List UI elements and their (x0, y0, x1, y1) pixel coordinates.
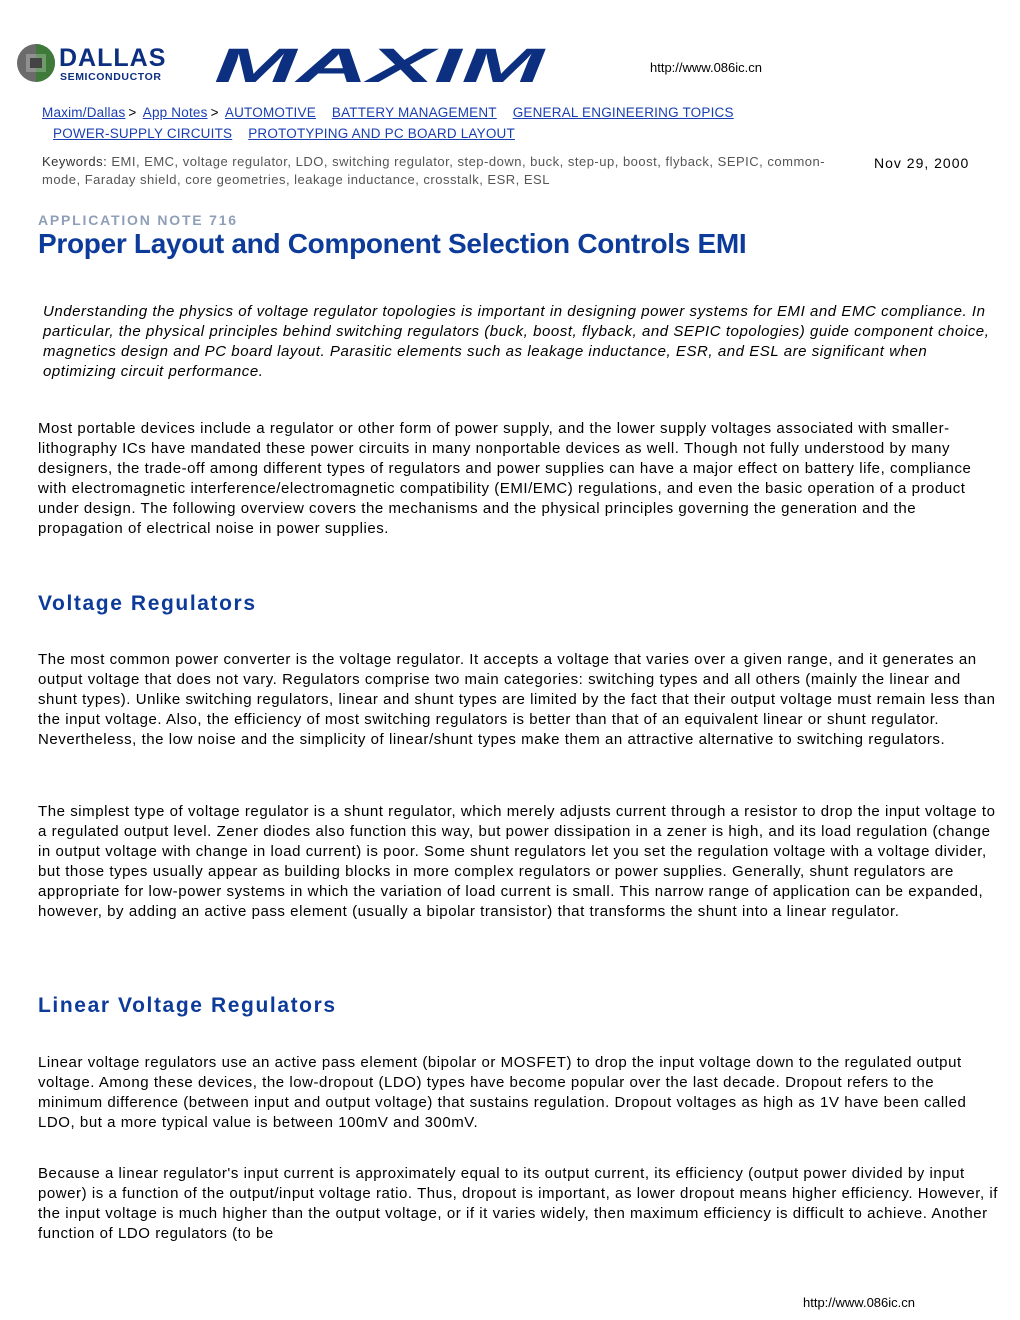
maxim-logo (212, 44, 548, 86)
category-link-automotive[interactable]: AUTOMOTIVE (224, 105, 316, 120)
category-link-battery-management[interactable]: BATTERY MANAGEMENT (331, 105, 497, 120)
breadcrumb-app-notes-link[interactable]: App Notes (142, 105, 208, 120)
body-paragraph: Because a linear regulator's input current is approximately equal to its output current, its efficiency (output power divided by input power) is a function of the output/input voltage ratio. Thus, dropout is important, as lower dropout means higher efficiency. However, if the input voltage is much higher than the output voltage, or if it varies widely, then maximum efficiency is difficult to achieve. Another function of LDO regulators (to be (38, 1165, 998, 1242)
category-link-prototyping[interactable]: PROTOTYPING AND PC BOARD LAYOUT (248, 126, 515, 141)
breadcrumb-home-link[interactable]: Maxim/Dallas (42, 105, 126, 120)
app-note-label: APPLICATION NOTE 716 (38, 212, 238, 228)
dallas-semiconductor-logo (16, 42, 206, 84)
header-url: http://www.086ic.cn (650, 60, 762, 75)
keywords-text: EMI, EMC, voltage regulator, LDO, switching regulator, step-down, buck, step-up, boost, flyback, SEPIC, common-mode, Faraday shield, core geometries, leakage inductance, crosstalk, ESR, ESL (42, 154, 826, 187)
breadcrumb-separator: > (210, 105, 219, 120)
body-paragraph: The most common power converter is the voltage regulator. It accepts a voltage that varies over a given range, and it generates an output voltage that does not vary. Regulators comprise two main categories: switching types and all others (mainly the linear and shunt types). Unlike switching regulators, linear and shunt types are limited by the fact that their output voltage must remain less than the input voltage. Also, the efficiency of most switching regulators is better than that of an equivalent linear or shunt regulator. Nevertheless, the low noise and the simplicity of linear/shunt types make them an attractive alternative to switching regulators. (38, 651, 996, 748)
keywords (42, 153, 852, 189)
body-paragraph: Linear voltage regulators use an active pass element (bipolar or MOSFET) to drop the input voltage down to the regulated output voltage. Among these devices, the low-dropout (LDO) types have become popular over the last decade. Dropout refers to the minimum difference (between input and output voltage) that sustains regulation. Dropout voltages as high as 1V have been called LDO, but a more typical value is between 100mV and 300mV. (38, 1054, 967, 1131)
footer-url: http://www.086ic.cn (803, 1295, 915, 1310)
section-heading-voltage-regulators: Voltage Regulators (38, 592, 257, 615)
svg-text:SEMICONDUCTOR: SEMICONDUCTOR (60, 71, 162, 83)
breadcrumb-separator: > (128, 105, 137, 120)
svg-text:MAXIM: MAXIM (214, 44, 547, 86)
breadcrumb (42, 102, 1002, 144)
svg-text:DALLAS: DALLAS (59, 44, 167, 72)
publish-date: Nov 29, 2000 (874, 155, 970, 171)
category-link-general-engineering[interactable]: GENERAL ENGINEERING TOPICS (512, 105, 734, 120)
intro-paragraph: Most portable devices include a regulator or other form of power supply, and the lower supply voltages associated with smaller-lithography ICs have mandated these power circuits in many nonportable devices as well. Though not fully understood by many designers, the trade-off among different types of regulators and power supplies can have a major effect on battery life, compliance with electromagnetic interference/electromagnetic compatibility (EMI/EMC) regulations, and even the basic operation of a product under design. The following overview covers the mechanisms and the physical principles governing the generation and the propagation of electrical noise in power supplies. (38, 420, 972, 537)
category-link-power-supply[interactable]: POWER-SUPPLY CIRCUITS (53, 126, 233, 141)
keywords-label: Keywords: (42, 154, 108, 169)
page-title: Proper Layout and Component Selection Controls EMI (38, 228, 747, 259)
section-heading-linear-voltage-regulators: Linear Voltage Regulators (38, 994, 337, 1017)
body-paragraph: The simplest type of voltage regulator is a shunt regulator, which merely adjusts current through a resistor to drop the input voltage to a regulated output level. Zener diodes also function this way, but power dissipation in a zener is high, and its load regulation (change in output voltage with change in load current) is poor. Some shunt regulators let you set the regulation voltage with a voltage divider, but those types usually appear as building blocks in more complex regulators or power supplies. Generally, shunt regulators are appropriate for low-power systems in which the variation of load current is small. This narrow range of application can be expanded, however, by adding an active pass element (usually a bipolar transistor) that transforms the shunt into a linear regulator. (38, 803, 996, 920)
abstract: Understanding the physics of voltage regulator topologies is important in designing power systems for EMI and EMC compliance. In particular, the physical principles behind switching regulators (buck, boost, flyback, and SEPIC topologies) guide component choice, magnetics design and PC board layout. Parasitic elements such as leakage inductance, ESR, and ESL are significant when optimizing circuit performance. (43, 303, 990, 380)
